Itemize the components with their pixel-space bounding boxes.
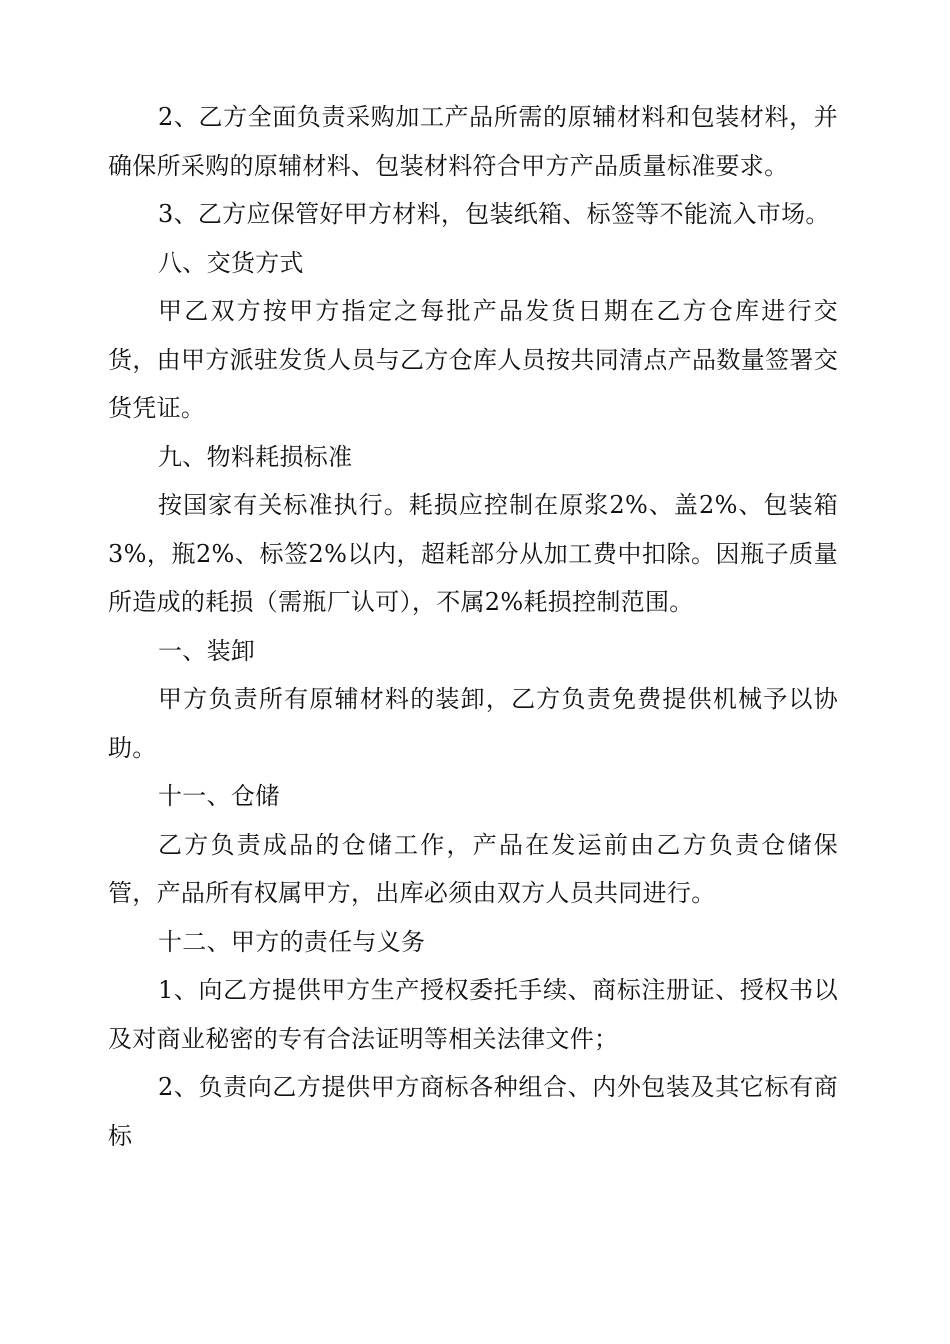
section-heading-storage: 十一、仓储 — [158, 782, 280, 810]
paragraph-material-loss: 按国家有关标准执行。耗损应控制在原浆2%、盖2%、包装箱3%，瓶2%、标签2%以内，超耗部分从加工费中扣除。因瓶子质量所造成的耗损（需瓶厂认可），不属2%耗损控制范围。 — [108, 491, 838, 616]
section-heading-party-a-duties: 十二、甲方的责任与义务 — [158, 927, 426, 956]
section-heading-loading: 一、装卸 — [158, 636, 256, 665]
document-page — [108, 93, 838, 1160]
paragraph-keep-materials: 3、乙方应保管好甲方材料，包装纸箱、标签等不能流入市场。 — [158, 200, 830, 228]
paragraph-storage: 乙方负责成品的仓储工作，产品在发运前由乙方负责仓储保管，产品所有权属甲方，出库必须由双方人员共同进行。 — [108, 830, 838, 907]
paragraph-loading: 甲方负责所有原辅材料的装卸，乙方负责免费提供机械予以协助。 — [108, 685, 838, 762]
section-heading-material-loss: 九、物料耗损标准 — [158, 442, 353, 471]
paragraph-duty-2: 2、负责向乙方提供甲方商标各种组合、内外包装及其它标有商标 — [108, 1073, 838, 1150]
section-heading-delivery: 八、交货方式 — [158, 248, 304, 277]
paragraph-duty-1: 1、向乙方提供甲方生产授权委托手续、商标注册证、授权书以及对商业秘密的专有合法证明等相关法律文件； — [108, 976, 838, 1053]
paragraph-purchase-materials: 2、乙方全面负责采购加工产品所需的原辅材料和包装材料，并确保所采购的原辅材料、包装材料符合甲方产品质量标准要求。 — [108, 103, 838, 180]
paragraph-delivery: 甲乙双方按甲方指定之每批产品发货日期在乙方仓库进行交货，由甲方派驻发货人员与乙方仓库人员按共同清点产品数量签署交货凭证。 — [108, 297, 838, 422]
